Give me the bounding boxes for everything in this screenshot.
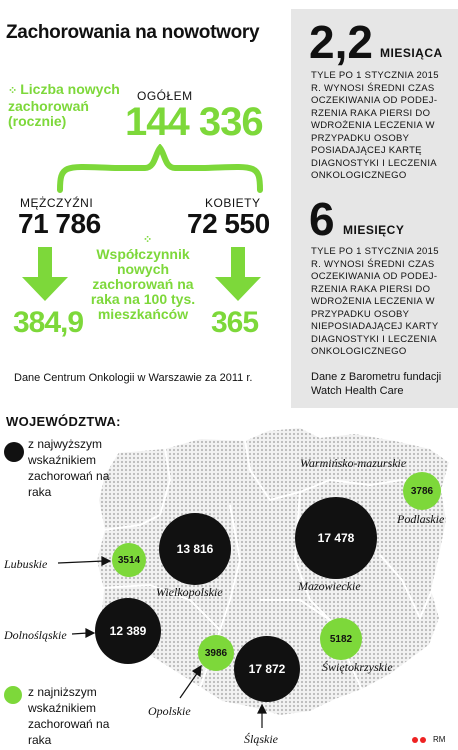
women-label: KOBIETY bbox=[205, 196, 261, 210]
region-bubble-wielkopolskie: 13 816 bbox=[159, 513, 231, 585]
author-credit: RM bbox=[433, 735, 446, 744]
region-bubble-slaskie: 17 872 bbox=[234, 636, 300, 702]
legend-high-text: z najwyższym wskaźnikiem zachorowań na raka bbox=[28, 437, 110, 499]
total-value: 144 336 bbox=[125, 100, 263, 144]
region-label-dolnoslaskie: Dolnośląskie bbox=[4, 628, 67, 642]
region-label-opolskie: Opolskie bbox=[148, 704, 191, 718]
region-label-mazowieckie: Mazowieckie bbox=[298, 579, 361, 593]
panel-source-note: Dane z Barometru fundacji Watch Health Care bbox=[311, 371, 442, 397]
rate-women-value: 365 bbox=[211, 306, 259, 339]
months-value-1: 2,2 bbox=[309, 16, 373, 68]
rate-men-value: 384,9 bbox=[13, 306, 84, 339]
logo-dot-icon bbox=[412, 737, 418, 743]
region-bubble-dolnoslaskie: 12 389 bbox=[95, 598, 161, 664]
legend-low-text: z najniższym wskaźnikiem zachorowań na raka bbox=[28, 685, 110, 747]
region-bubble-lubuskie: 3514 bbox=[112, 543, 146, 577]
region-bubble-opolskie: 3986 bbox=[198, 635, 234, 671]
voivodeships-title: WOJEWÓDZTWA: bbox=[6, 414, 121, 429]
dots-icon: ⁘ bbox=[143, 234, 153, 246]
men-value: 71 786 bbox=[18, 208, 101, 239]
logo-dot-icon bbox=[420, 737, 426, 743]
region-bubble-mazowieckie: 17 478 bbox=[295, 497, 377, 579]
region-label-slaskie: Śląskie bbox=[244, 732, 278, 746]
waiting-description-2: TYLE PO 1 STYCZNIA 2015 R. WYNOSI ŚREDNI CZAS OCZEKIWANIA OD PODEJ-RZENIA RAKA PIERSI DO WDROŻENIA LECZENIA W PRZYPADKU OSOBY NIEPOSIADAJĄCEJ KARTY DIAGNOSTYKI I LECZENIA ONKOLOGICZNEGO bbox=[311, 246, 439, 357]
region-label-wielkopolskie: Wielkopolskie bbox=[156, 585, 223, 599]
page-title: Zachorowania na nowotwory bbox=[6, 22, 260, 43]
men-label: MĘŻCZYŹNI bbox=[20, 196, 94, 210]
women-value: 72 550 bbox=[187, 208, 270, 239]
new-cases-label: ⁘ Liczba nowych zachorowań (rocznie) bbox=[8, 81, 120, 129]
months-value-2: 6 bbox=[309, 193, 335, 245]
region-label-warminsko-mazurskie: Warmińsko-mazurskie bbox=[300, 456, 407, 470]
months-unit-2: MIESIĘCY bbox=[343, 223, 405, 237]
region-bubble-swietokrzyskie: 5182 bbox=[320, 618, 362, 660]
dots-icon: ⁘ bbox=[8, 85, 18, 97]
waiting-description-1: TYLE PO 1 STYCZNIA 2015 R. WYNOSI ŚREDNI CZAS OCZEKIWANIA OD PODEJ-RZENIA RAKA PIERSI DO WDROŻENIA LECZENIA W PRZYPADKU OSOBY POSIADAJĄCEJ KARTĘ DIAGNOSTYKI I LECZENIA ONKOLOGICZNEGO bbox=[311, 70, 439, 181]
region-label-lubuskie: Lubuskie bbox=[4, 557, 48, 571]
total-label: OGÓŁEM bbox=[137, 89, 193, 103]
region-label-podlaskie: Podlaskie bbox=[397, 512, 445, 526]
region-bubble-podlaskie: 3786 bbox=[403, 472, 441, 510]
region-label-swietokrzyskie: Świętokrzyskie bbox=[322, 660, 393, 674]
months-unit-1: MIESIĄCA bbox=[380, 46, 443, 60]
coefficient-label: Współczynnik nowych zachorowań na raka na 100 tys. mieszkańców bbox=[90, 246, 196, 322]
source-note: Dane Centrum Onkologii w Warszawie za 2011 r. bbox=[14, 372, 253, 384]
